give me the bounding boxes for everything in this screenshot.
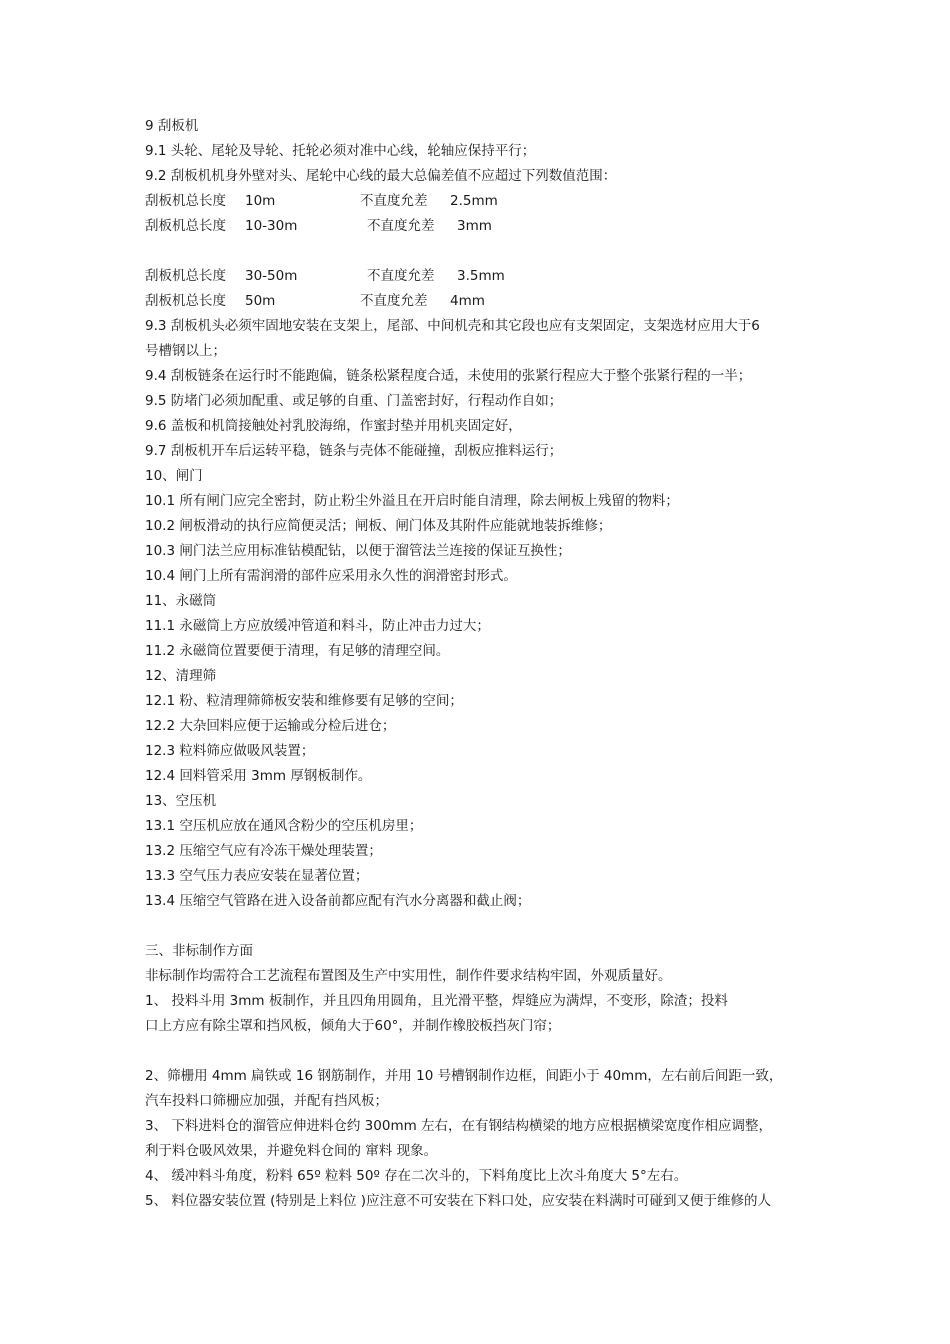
part-3-intro: 非标制作均需符合工艺流程布置图及生产中实用性，制作件要求结构牢固，外观质量好。 [145,968,672,984]
clause-12-4: 12.4 回料管采用 3mm 厚钢板制作。 [145,768,372,784]
tolerance-label: 刮板机总长度 [145,268,226,284]
tolerance-dev-label: 不直度允差 [367,218,435,234]
clause-9-2: 9.2 刮板机机身外壁对头、尾轮中心线的最大总偏差值不应超过下列数值范围： [145,168,617,184]
item-3: 3、 下料进料仓的溜管应伸进料仓约 300mm 左右，在有钢结构横梁的地方应根据横梁宽度作相应调整， [145,1118,773,1134]
tolerance-length: 30-50m [245,268,298,284]
clause-9-5: 9.5 防堵门必须加配重、或足够的自重、门盖密封好，行程动作自如； [145,393,563,409]
item-5: 5、 料位器安装位置 (特别是上料位 )应注意不可安装在下料口处，应安装在料满时可碰到又便于维修的人 [145,1193,771,1209]
clause-11-1: 11.1 永磁筒上方应放缓冲管道和料斗，防止冲击力过大； [145,618,490,634]
blank-line [145,1039,825,1064]
clause-9-7: 9.7 刮板机开车后运转平稳，链条与壳体不能碰撞，刮板应推料运行； [145,443,563,459]
clause-9-3: 9.3 刮板机头必须牢固地安装在支架上，尾部、中间机壳和其它段也应有支架固定，支架选材应用大于6 [145,318,760,334]
tolerance-label: 刮板机总长度 [145,218,226,234]
item-1-cont: 口上方应有除尘罩和挡风板，倾角大于60°，并制作橡胶板挡灰门帘； [145,1018,561,1034]
clause-13-2: 13.2 压缩空气应有冷冻干燥处理装置； [145,843,382,859]
tolerance-dev-label: 不直度允差 [360,193,428,209]
section-11-title: 11、永磁筒 [145,593,217,609]
item-2-cont: 汽车投料口筛栅应加强，并配有挡风板； [145,1093,388,1109]
tolerance-dev-label: 不直度允差 [360,293,428,309]
clause-9-3-cont: 号槽钢以上； [145,343,226,359]
tolerance-length: 50m [245,293,276,309]
tolerance-row [145,189,825,214]
blank-line [145,914,825,939]
document-page [145,114,825,1214]
item-2: 2、筛栅用 4mm 扁铁或 16 钢筋制作，并用 10 号槽钢制作边框，间距小于 40mm，左右前后间距一致， [145,1068,783,1084]
section-9-title: 9 刮板机 [145,118,199,134]
tolerance-dev: 4mm [450,293,485,309]
clause-10-4: 10.4 闸门上所有需润滑的部件应采用永久性的润滑密封形式。 [145,568,517,584]
tolerance-length: 10-30m [245,218,298,234]
tolerance-dev: 2.5mm [450,193,498,209]
section-12-title: 12、清理筛 [145,668,217,684]
item-1: 1、 投料斗用 3mm 板制作，并且四角用圆角，且光滑平整，焊缝应为满焊，不变形，除渣；投料 [145,993,728,1009]
clause-10-1: 10.1 所有闸门应完全密封，防止粉尘外溢且在开启时能自清理，除去闸板上残留的物料； [145,493,679,509]
clause-10-2: 10.2 闸板滑动的执行应简便灵活；闸板、闸门体及其附件应能就地装拆维修； [145,518,612,534]
item-3-cont: 利于料仓吸风效果，并避免料仓间的 窜料 现象。 [145,1143,438,1159]
tolerance-label: 刮板机总长度 [145,193,226,209]
blank-line [145,239,825,264]
tolerance-dev: 3mm [457,218,492,234]
clause-12-2: 12.2 大杂回料应便于运输或分检后进仓； [145,718,396,734]
section-13-title: 13、空压机 [145,793,217,809]
tolerance-length: 10m [245,193,276,209]
clause-13-3: 13.3 空气压力表应安装在显著位置； [145,868,369,884]
part-3-title: 三、非标制作方面 [145,943,253,959]
tolerance-label: 刮板机总长度 [145,293,226,309]
tolerance-row [145,264,825,289]
clause-13-1: 13.1 空压机应放在通风含粉少的空压机房里； [145,818,423,834]
section-10-title: 10、闸门 [145,468,203,484]
tolerance-row [145,289,825,314]
clause-9-4: 9.4 刮板链条在运行时不能跑偏，链条松紧程度合适，未使用的张紧行程应大于整个张紧行程的一半； [145,368,752,384]
clause-12-1: 12.1 粉、粒清理筛筛板安装和维修要有足够的空间； [145,693,463,709]
tolerance-row [145,214,825,239]
clause-13-4: 13.4 压缩空气管路在进入设备前都应配有汽水分离器和截止阀； [145,893,531,909]
item-4: 4、 缓冲料斗角度，粉料 65º 粒料 50º 存在二次斗的，下料角度比上次斗角度大 5°左右。 [145,1168,688,1184]
clause-12-3: 12.3 粒料筛应做吸风装置； [145,743,315,759]
tolerance-dev-label: 不直度允差 [367,268,435,284]
tolerance-dev: 3.5mm [457,268,505,284]
clause-11-2: 11.2 永磁筒位置要便于清理，有足够的清理空间。 [145,643,450,659]
clause-10-3: 10.3 闸门法兰应用标准钻模配钻，以便于溜管法兰连接的保证互换性； [145,543,571,559]
clause-9-6: 9.6 盖板和机筒接触处衬乳胶海绵，作蜜封垫并用机夹固定好， [145,418,522,434]
clause-9-1: 9.1 头轮、尾轮及导轮、托轮必须对准中心线，轮轴应保持平行； [145,143,536,159]
